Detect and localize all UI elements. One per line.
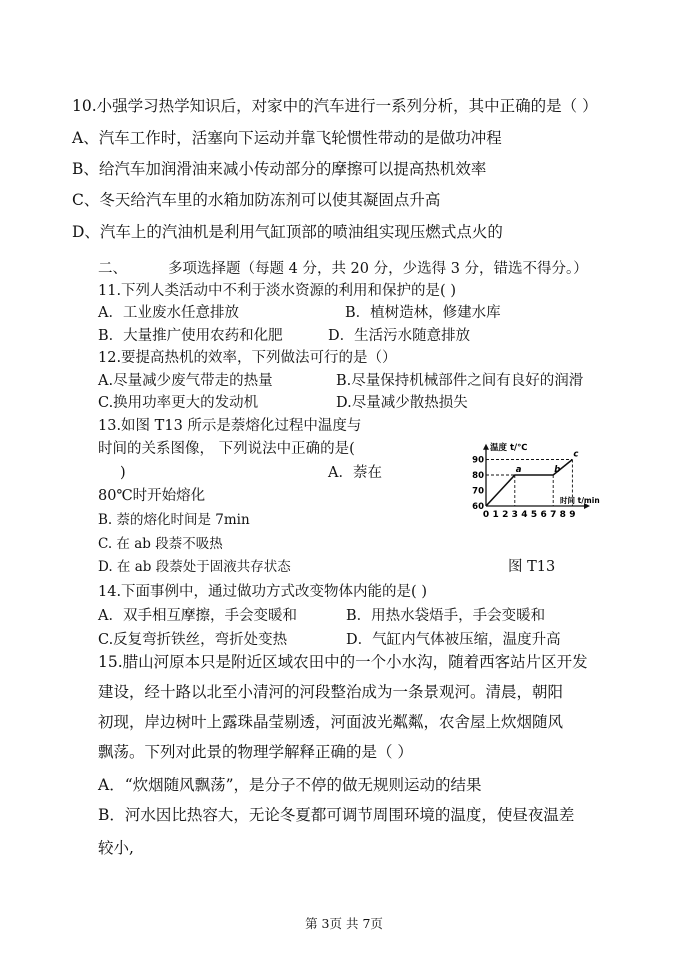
q11-option-b: B．植树造林，修建水库 — [345, 305, 501, 321]
x-tick-label: 7 — [550, 510, 557, 520]
x-tick-label: 3 — [511, 510, 518, 520]
q11-stem: 11.下列人类活动中不利于淡水资源的利用和保护的是( ) — [98, 283, 456, 299]
x-tick-label: 1 — [492, 510, 499, 520]
q13-stem-line1: 13.如图 T13 所示是萘熔化过程中温度与 — [98, 418, 362, 434]
q13-stem-line2: 时间的关系图像， 下列说法中正确的是( — [98, 441, 355, 457]
q15-line4: 飘荡。下列对此景的物理学解释正确的是（ ） — [98, 743, 413, 761]
q14-stem: 14.下面事例中，通过做功方式改变物体内能的是( ) — [98, 584, 427, 600]
q15-option-b-line2: 较小, — [98, 839, 134, 857]
y-tick-label: 80 — [472, 471, 484, 481]
q11-option-d: D．生活污水随意排放 — [328, 328, 471, 344]
y-axis-arrow — [483, 444, 489, 450]
x-tick-label: 4 — [521, 510, 528, 520]
q13-option-b: B. 萘的熔化时间是 7min — [98, 512, 250, 528]
section-number: 二、 — [98, 261, 127, 277]
q10-option-a: A、汽车工作时，活塞向下运动并靠飞轮惯性带动的是做功冲程 — [72, 129, 502, 147]
x-tick-label: 8 — [559, 510, 566, 520]
q11-option-a: A．工业废水任意排放 — [98, 305, 239, 321]
melting-curve-chart — [472, 418, 636, 523]
q13-option-c: C. 在 ab 段萘不吸热 — [98, 536, 223, 552]
q15-line1: 15.腊山河原本只是附近区域农田中的一个小水沟，随着西客站片区开发 — [98, 653, 588, 671]
figure-caption: 图 T13 — [508, 559, 556, 575]
q12-option-a: A.尽量减少废气带走的热量 — [98, 373, 273, 389]
y-tick-label: 70 — [472, 486, 484, 497]
q13-option-d: D. 在 ab 段萘处于固液共存状态 — [98, 559, 291, 575]
q15-option-a: A．“炊烟随风飘荡”，是分子不停的做无规则运动的结果 — [98, 776, 482, 794]
q13-paren: ) — [120, 465, 126, 481]
x-tick-label: 2 — [502, 510, 509, 520]
q10-option-b: B、给汽车加润滑油来减小传动部分的摩擦可以提高热机效率 — [72, 160, 487, 178]
section-title: 多项选择题（每题 4 分，共 20 分，少选得 3 分，错选不得分。） — [168, 261, 588, 277]
q13-option-a-continued: 80℃时开始熔化 — [98, 488, 206, 504]
x-tick-label: 5 — [530, 510, 538, 520]
q10-stem: 10.小强学习热学知识后，对家中的汽车进行一系列分析，其中正确的是（ ） — [72, 97, 598, 115]
q15-line3: 初现，岸边树叶上露珠晶莹剔透，河面波光粼粼，农舍屋上炊烟随风 — [98, 713, 564, 731]
y-axis-label: 温度 t/℃ — [490, 442, 528, 453]
q15-option-b-line1: B．河水因比热容大，无论冬夏都可调节周围环境的温度，使昼夜温差 — [98, 806, 575, 824]
q13-option-a-label: A．萘在 — [328, 465, 382, 481]
q14-option-a: A．双手相互摩擦，手会变暖和 — [98, 608, 297, 624]
q10-option-c: C、冬天给汽车里的水箱加防冻剂可以使其凝固点升高 — [72, 191, 441, 209]
q14-option-c: C.反复弯折铁丝，弯折处变热 — [98, 632, 288, 648]
q12-option-c: C.换用功率更大的发动机 — [98, 395, 259, 411]
q10-option-d: D、汽车上的汽油机是利用气缸顶部的喷油组实现压燃式点火的 — [72, 223, 503, 241]
q12-option-b: B.尽量保持机械部件之间有良好的润滑 — [336, 373, 584, 389]
page-footer: 第 3页 共 7页 — [305, 916, 383, 931]
y-tick-label: 60 — [472, 502, 484, 512]
q11-option-c: B．大量推广使用农药和化肥 — [98, 328, 283, 344]
y-tick-label: 90 — [472, 455, 484, 466]
q12-option-d: D.尽量减少散热损失 — [336, 395, 468, 411]
x-axis-label: 时间 t/min — [560, 496, 600, 505]
q14-option-d: D．气缸内气体被压缩，温度升高 — [346, 632, 561, 648]
point-label: b — [554, 465, 561, 475]
q14-option-b: B．用热水袋焐手，手会变暖和 — [346, 608, 546, 624]
x-tick-label: 6 — [540, 510, 547, 520]
point-label: c — [573, 449, 579, 460]
x-tick-label: 9 — [569, 510, 576, 520]
q15-line2: 建设，经十路以北至小清河的河段整治成为一条景观河。清晨，朝阳 — [98, 683, 564, 701]
x-tick-label: 0 — [482, 510, 490, 520]
q12-stem: 12.要提高热机的效率，下列做法可行的是（） — [98, 350, 397, 366]
point-label: a — [515, 465, 522, 475]
